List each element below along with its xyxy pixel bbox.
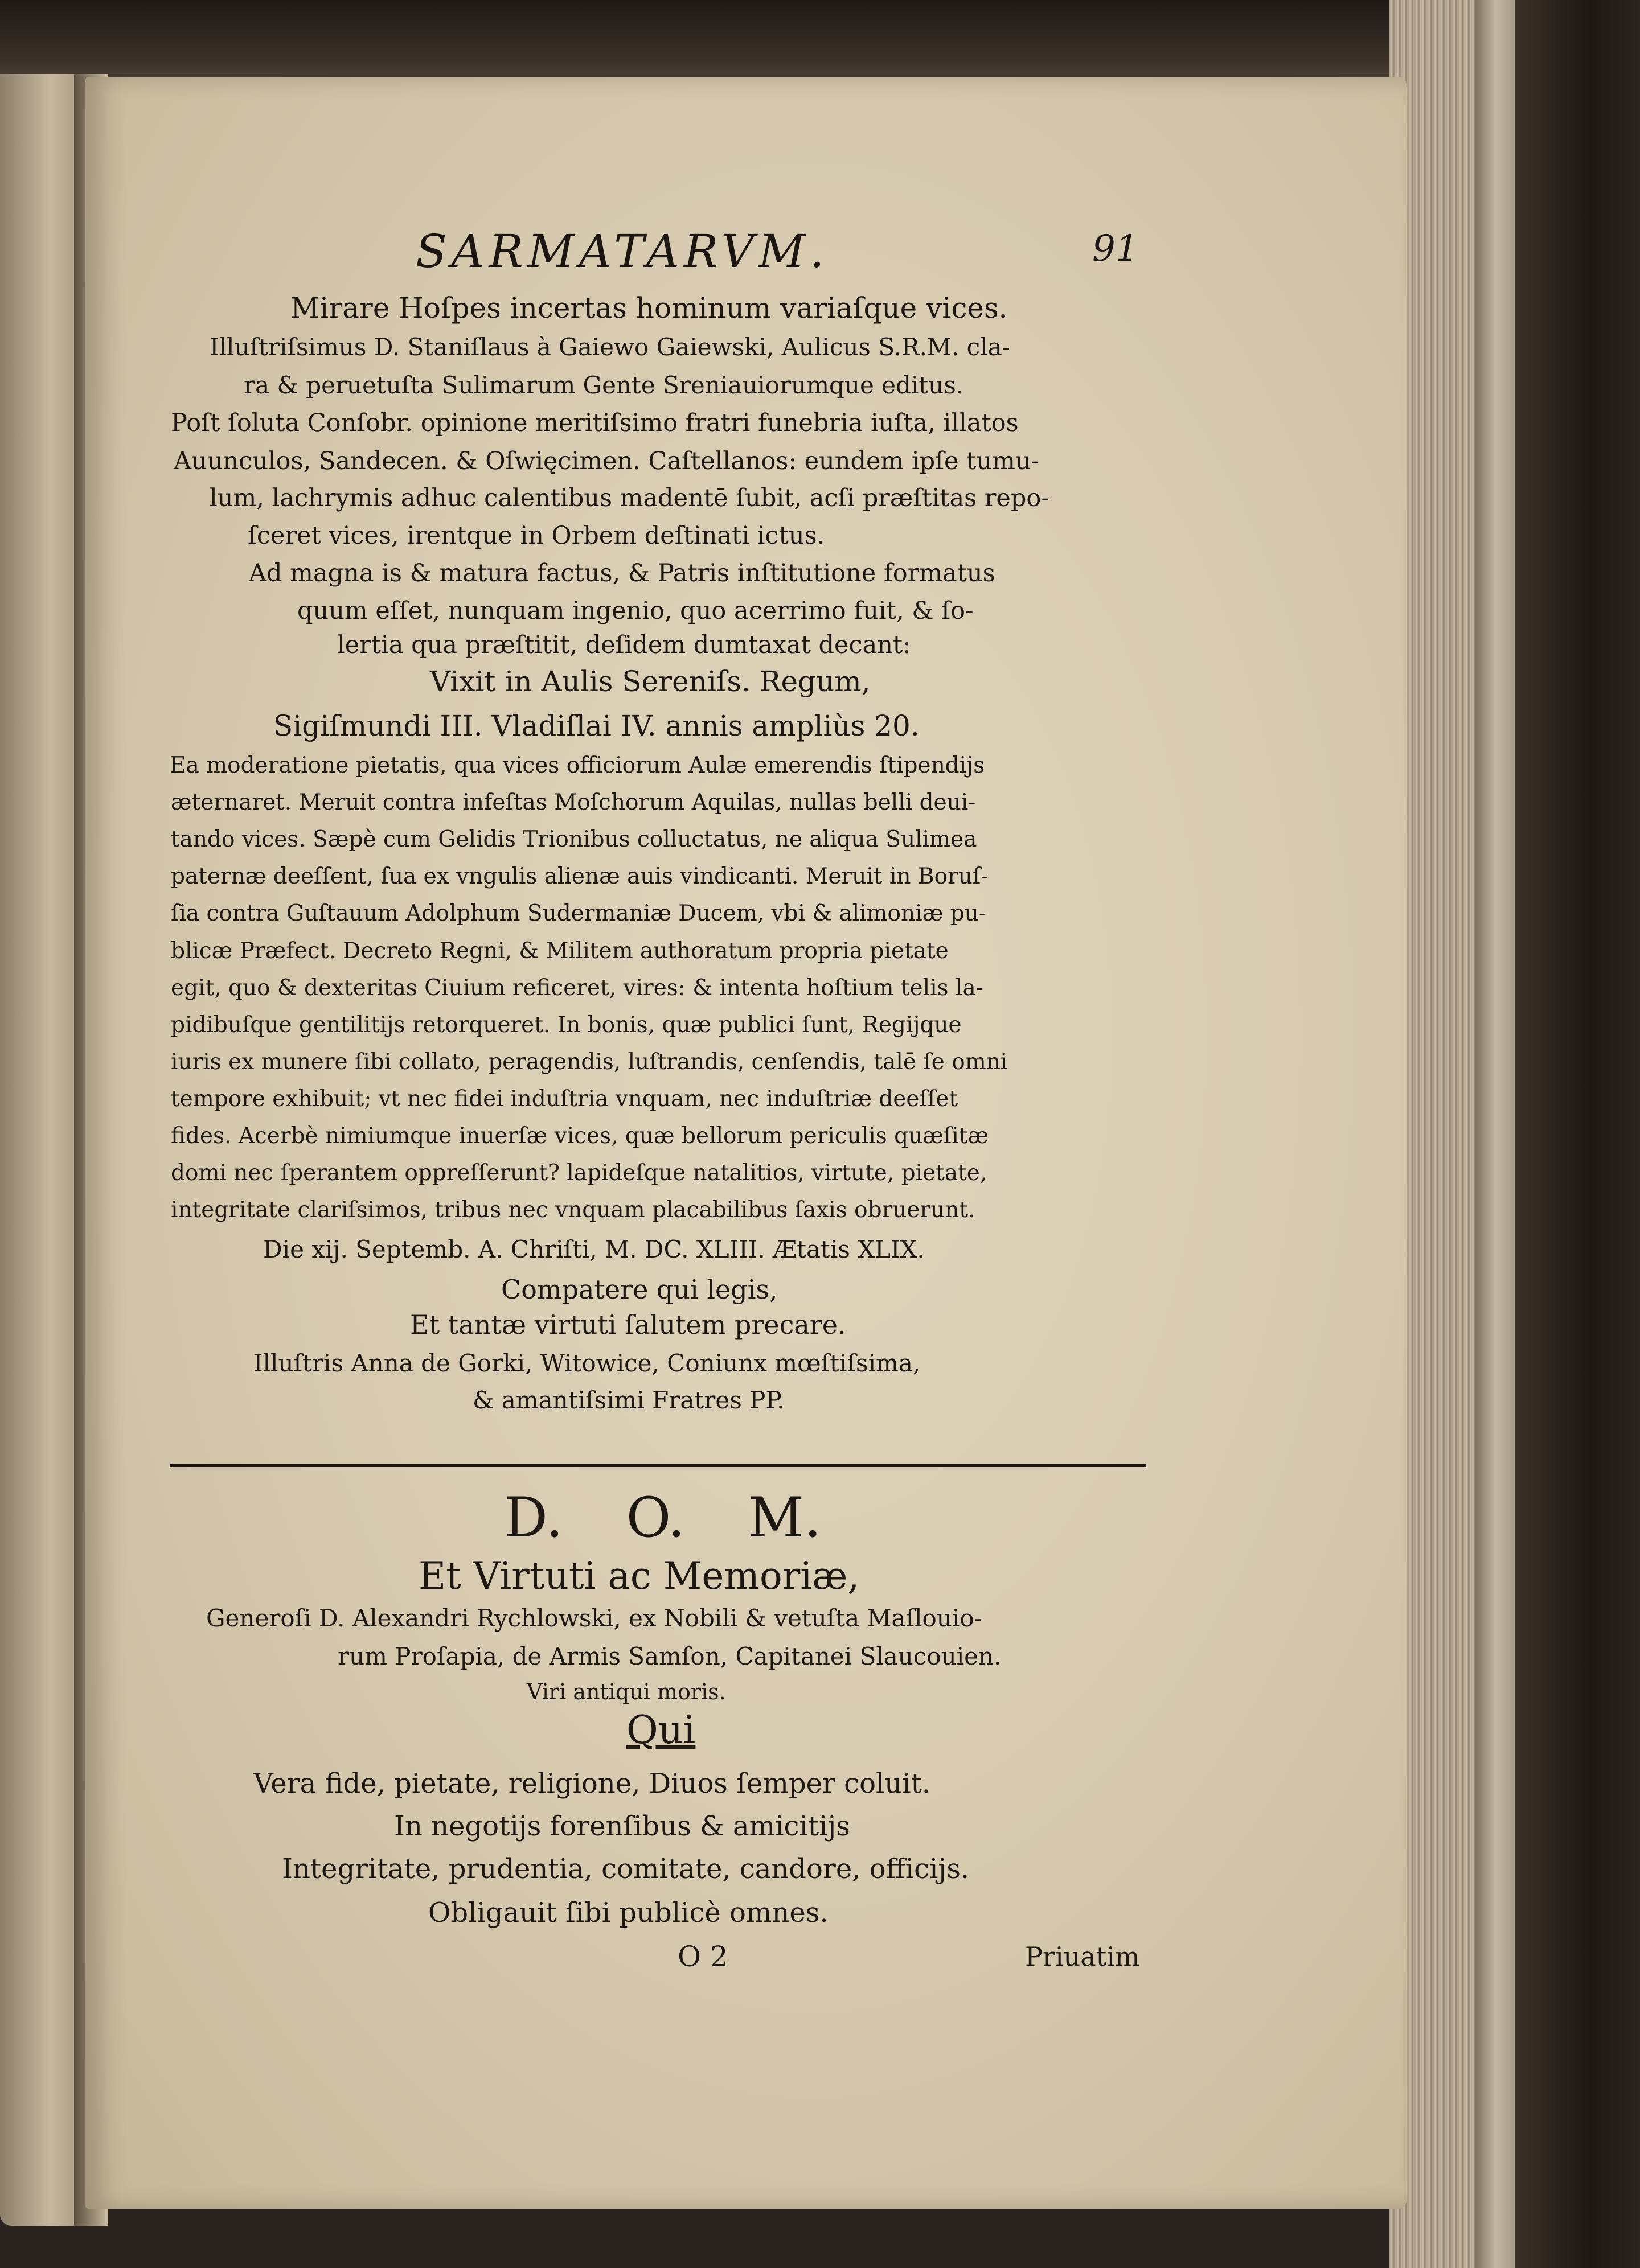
subheading: Et Virtuti ac Memoriæ, bbox=[419, 1554, 860, 1598]
background-right bbox=[1515, 0, 1640, 2268]
text-line: Auunculos, Sandecen. & Oſwięcimen. Caſtellanos: eundem ipſe tumu- bbox=[174, 447, 1040, 475]
text-line: Ea moderatione pietatis, qua vices officiorum Aulæ emerendis ſtipendijs bbox=[170, 753, 985, 778]
text-line: paternæ deeſſent, ſua ex vngulis alienæ auis vindicanti. Meruit in Boruſ- bbox=[171, 864, 989, 889]
text-line: In negotijs forenſibus & amicitijs bbox=[394, 1810, 850, 1842]
page-number: 91 bbox=[1092, 228, 1139, 270]
text-line: Illuſtris Anna de Gorki, Witowice, Coniunx mœſtiſsima, bbox=[253, 1349, 921, 1377]
catchword: Priuatim bbox=[1025, 1941, 1140, 1972]
text-line: æternaret. Meruit contra infeſtas Moſchorum Aquilas, nullas belli deui- bbox=[171, 790, 976, 815]
text-line: domi nec ſperantem oppreſſerunt? lapideſque natalitios, virtute, pietate, bbox=[171, 1160, 987, 1186]
text-line: Viri antiqui moris. bbox=[527, 1679, 726, 1704]
text-line: Illuſtriſsimus D. Staniſlaus à Gaiewo Gaiewski, Aulicus S.R.M. cla- bbox=[210, 333, 1010, 361]
text-line: Sigiſmundi III. Vladiſlai IV. annis ampliùs 20. bbox=[273, 709, 920, 742]
text-line: tando vices. Sæpè cum Gelidis Trionibus colluctatus, ne aliqua Sulimea bbox=[171, 827, 977, 852]
text-line: & amantiſsimi Fratres PP. bbox=[473, 1386, 785, 1414]
text-line: ra & peruetuſta Sulimarum Gente Sreniauiorumque editus. bbox=[244, 371, 964, 399]
text-line: ſia contra Guſtauum Adolphum Sudermaniæ Ducem, vbi & alimoniæ pu- bbox=[171, 901, 986, 926]
qui-heading: Qui bbox=[626, 1708, 696, 1753]
signature-mark: O 2 bbox=[678, 1940, 728, 1973]
text-line: iuris ex munere ſibi collato, peragendis, luſtrandis, cenſendis, talē ſe omni bbox=[171, 1049, 1008, 1075]
text-line: Obligauit ſibi publicè omnes. bbox=[428, 1897, 829, 1929]
text-line: egit, quo & dexteritas Ciuium reficeret, vires: & intenta hoſtium telis la- bbox=[171, 975, 983, 1001]
text-line: pidibuſque gentilitijs retorqueret. In bonis, quæ publici ſunt, Regijque bbox=[171, 1012, 962, 1038]
text-line: Compatere qui legis, bbox=[501, 1274, 778, 1305]
text-line: Ad magna is & matura factus, & Patris inſtitutione formatus bbox=[249, 559, 995, 587]
text-line: integritate clariſsimos, tribus nec vnquam placabilibus ſaxis obruerunt. bbox=[171, 1197, 975, 1223]
running-title: SARMATARVM. bbox=[416, 225, 829, 278]
text-line: Generoſi D. Alexandri Rychlowski, ex Nobili & vetuſta Maſlouio- bbox=[206, 1604, 982, 1632]
text-line: ſceret vices, irentque in Orbem deſtinati ictus. bbox=[248, 521, 825, 550]
text-line: Poſt ſoluta Conſobr. opinione meritiſsimo fratri funebria iuſta, illatos bbox=[171, 409, 1019, 437]
text-line: Integritate, prudentia, comitate, candore, officijs. bbox=[282, 1853, 970, 1885]
text-line: Et tantæ virtuti ſalutem precare. bbox=[410, 1309, 846, 1340]
text-line: Mirare Hoſpes incertas hominum variaſque vices. bbox=[290, 291, 1008, 324]
text-line: quum eſſet, nunquam ingenio, quo acerrimo fuit, & ſo- bbox=[297, 597, 974, 625]
text-line: Vixit in Aulis Sereniſs. Regum, bbox=[430, 665, 871, 698]
text-line: lum, lachrymis adhuc calentibus madentē ſubit, acſi præſtitas repo- bbox=[210, 484, 1049, 512]
text-line: Die xij. Septemb. A. Chriſti, M. DC. XLIII. Ætatis XLIX. bbox=[263, 1235, 925, 1263]
divider-rule bbox=[170, 1464, 1146, 1467]
text-line: fides. Acerbè nimiumque inuerſæ vices, quæ bellorum periculis quæſitæ bbox=[171, 1123, 989, 1149]
text-line: tempore exhibuit; vt nec fidei induſtria vnquam, nec induſtriæ deeſſet bbox=[171, 1086, 958, 1112]
text-line: rum Proſapia, de Armis Samſon, Capitanei Slaucouien. bbox=[338, 1642, 1002, 1670]
dom-heading: D. O. M. bbox=[504, 1486, 822, 1550]
text-line: lertia qua præſtitit, deſidem dumtaxat decant: bbox=[337, 631, 911, 659]
text-line: Vera fide, pietate, religione, Diuos ſemper coluit. bbox=[253, 1768, 931, 1799]
text-line: blicæ Præfect. Decreto Regni, & Militem authoratum propria pietate bbox=[171, 938, 949, 964]
